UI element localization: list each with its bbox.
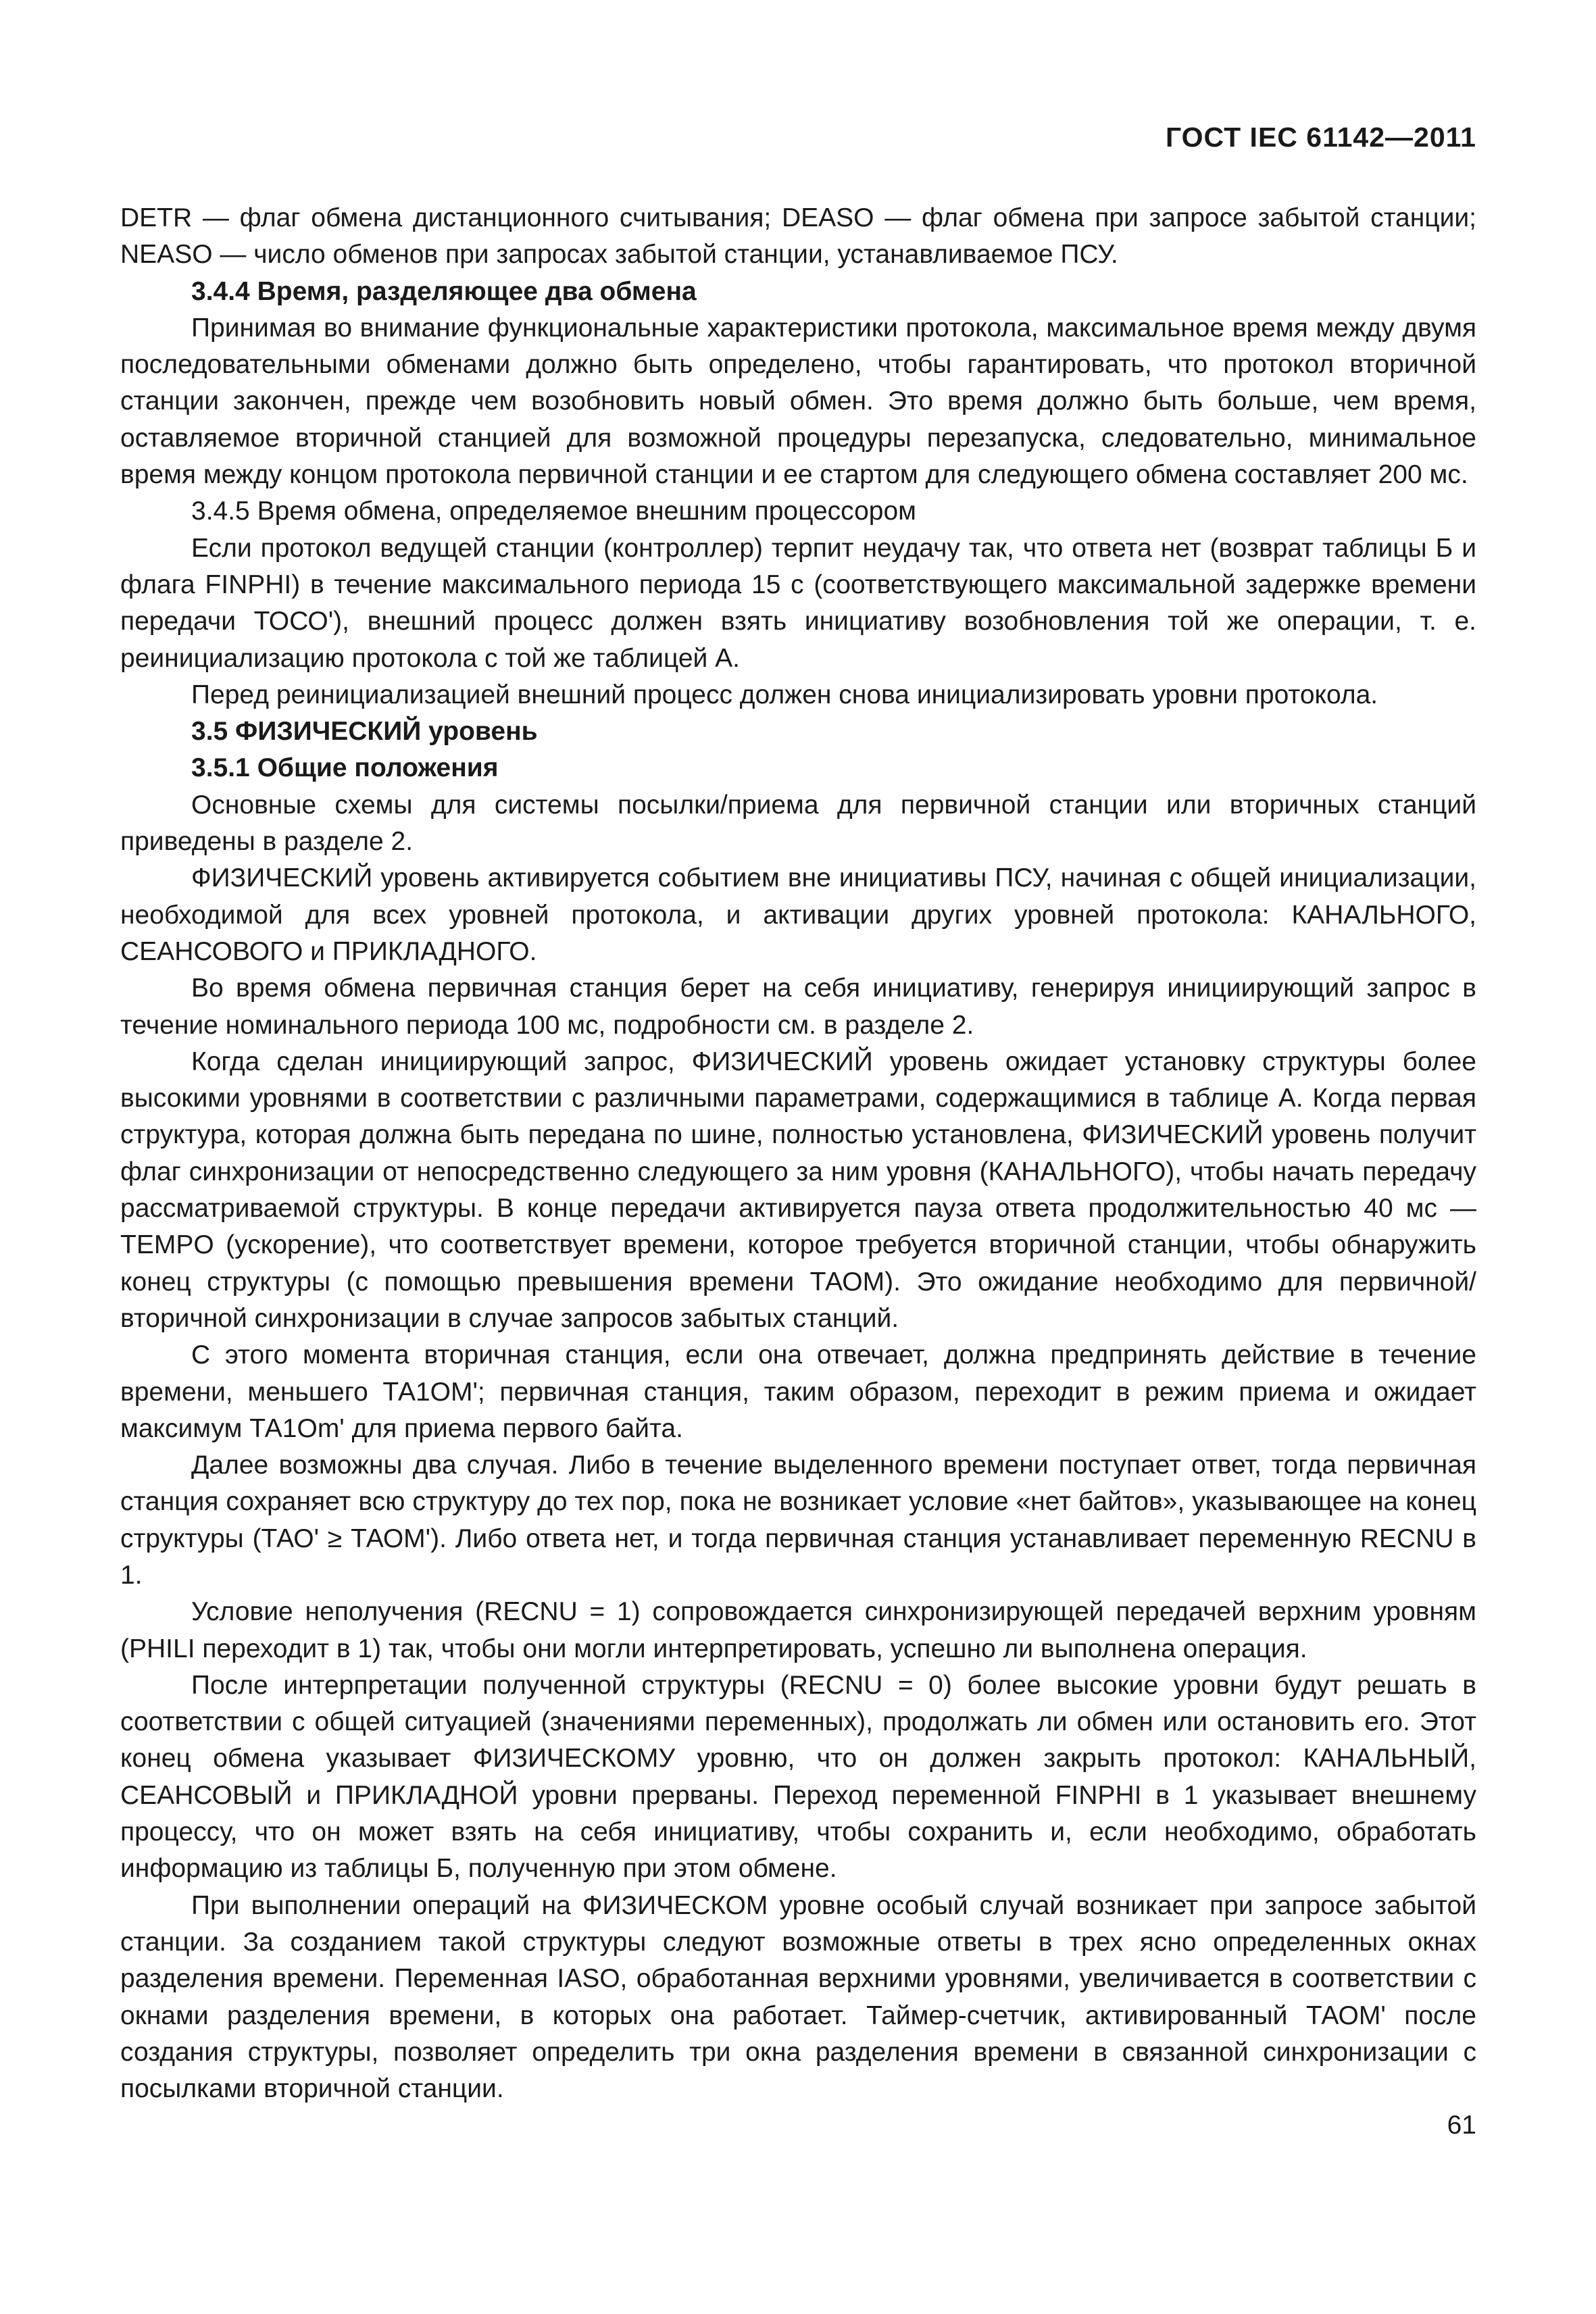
heading-3-5-1: 3.5.1 Общие положения [191,753,499,783]
paragraph-forgotten-station: При выполнении операций на ФИЗИЧЕСКОМ уровне особый случай возникает при запросе забытой станции. За созданием такой структуры следуют возможные ответы в трех ясно определенных окнах разделения времени. Переменная IASO, обработанная верхними уровнями, увеличивается в соответствии с окнами разделения времени, в которых она работает. Таймер-счетчик, активированный ТАОМ' после создания структуры, позволяет определить три окна разделения времени в связанной синхронизации с посылками вторичной станции. [120,1890,1476,2104]
paragraph-secondary-response: С этого момента вторичная станция, если она отвечает, должна предпринять действие в течение времени, меньшего ТА1ОМ'; первичная станция, таким образом, переходит в режим приема и ожидает максимум ТА1Оm' для приема первого байта. [120,1340,1476,1443]
paragraph-initiating-request: Когда сделан инициирующий запрос, ФИЗИЧЕСКИЙ уровень ожидает установку структуры более высокими уровнями в соответствии с различными параметрами, содержащимися в таблице А. Когда первая структура, которая должна быть передана по шине, полностью установлена, ФИЗИЧЕСКИЙ уровень получит флаг синхронизации от непосредственно следующего за ним уровня (КАНАЛЬНОГО), чтобы начать передачу рассматриваемой структуры. В конце передачи активируется пауза ответа продолжительностью 40 мс — TEMPO (ускорение), что соответствует времени, которое требуется вторичной станции, чтобы обнаружить конец структуры (с помощью превышения времени ТАОМ). Это ожидание необходимо для первичной/вторичной синхронизации в случае запросов забытых станций. [120,1047,1476,1333]
paragraph-controller-failure: Если протокол ведущей станции (контроллер) терпит неудачу так, что ответа нет (возврат таблицы Б и флага FINPHI) в течение максимального периода 15 с (соответствующего максимальной задержке времени передачи ТОСО'), внешний процесс должен взять инициативу возобновления той же операции, т. е. реинициализацию протокола с той же таблицей А. [120,533,1476,673]
paragraph-primary-initiative: Во время обмена первичная станция берет на себя инициативу, генерируя инициирующий запрос в течение номинального периода 100 мс, подробности см. в разделе 2. [120,974,1476,1040]
heading-3-4-4: 3.4.4 Время, разделяющее два обмена [191,276,697,306]
heading-3-5: 3.5 ФИЗИЧЕСКИЙ уровень [191,717,538,747]
paragraph-reinitialization: Перед реинициализацией внешний процесс должен снова инициализировать уровни протокола. [191,680,1378,709]
document-page [120,0,1476,2314]
paragraph-basic-schemes: Основные схемы для системы посылки/приема для первичной станции или вторичных станций приведены в разделе 2. [120,790,1476,857]
paragraph-physical-activation: ФИЗИЧЕСКИЙ уровень активируется событием вне инициативы ПСУ, начиная с общей инициализации, необходимой для всех уровней протокола, и активации других уровней протокола: КАНАЛЬНОГО, СЕАНСОВОГО и ПРИКЛАДНОГО. [120,863,1476,966]
body-text [120,200,1476,2107]
document-code-header: ГОСТ IEC 61142—2011 [1165,122,1476,153]
paragraph-two-cases: Далее возможны два случая. Либо в течение выделенного времени поступает ответ, тогда первичная станция сохраняет всю структуру до тех пор, пока не возникает условие «нет байтов», указывающее на конец структуры (ТАО' ≥ ТАОМ'). Либо ответа нет, и тогда первичная станция устанавливает переменную RECNU в 1. [120,1451,1476,1590]
paragraph-detr-definitions: DETR — флаг обмена дистанционного считывания; DEASO — флаг обмена при запросе забытой станции; NEASO — число обменов при запросах забытой станции, устанавливаемое ПСУ. [120,203,1476,270]
page-number: 61 [1447,2111,1476,2140]
paragraph-structure-interpretation: После интерпретации полученной структуры (RECNU = 0) более высокие уровни будут решать в соответствии с общей ситуацией (значениями переменных), продолжать ли обмен или остановить его. Этот конец обмена указывает ФИЗИЧЕСКОМУ уровню, что он должен закрыть протокол: КАНАЛЬНЫЙ, СЕАНСОВЫЙ и ПРИКЛАДНОЙ уровни прерваны. Переход переменной FINPHI в 1 указывает внешнему процессу, что он может взять на себя инициативу, чтобы сохранить и, если необходимо, обработать информацию из таблицы Б, полученную при этом обмене. [120,1670,1476,1884]
paragraph-3-4-5-title: 3.4.5 Время обмена, определяемое внешним процессором [191,497,916,526]
paragraph-exchange-interval: Принимая во внимание функциональные характеристики протокола, максимальное время между двумя последовательными обменами должно быть определено, чтобы гарантировать, что протокол вторичной станции закончен, прежде чем возобновить новый обмен. Это время должно быть больше, чем время, оставляемое вторичной станцией для возможной процедуры перезапуска, следовательно, минимальное время между концом протокола первичной станции и ее стартом для следующего обмена составляет 200 мс. [120,313,1476,490]
paragraph-no-reception: Условие неполучения (RECNU = 1) сопровождается синхронизирующей передачей верхним уровням (PHILI переходит в 1) так, чтобы они могли интерпретировать, успешно ли выполнена операция. [120,1597,1476,1663]
